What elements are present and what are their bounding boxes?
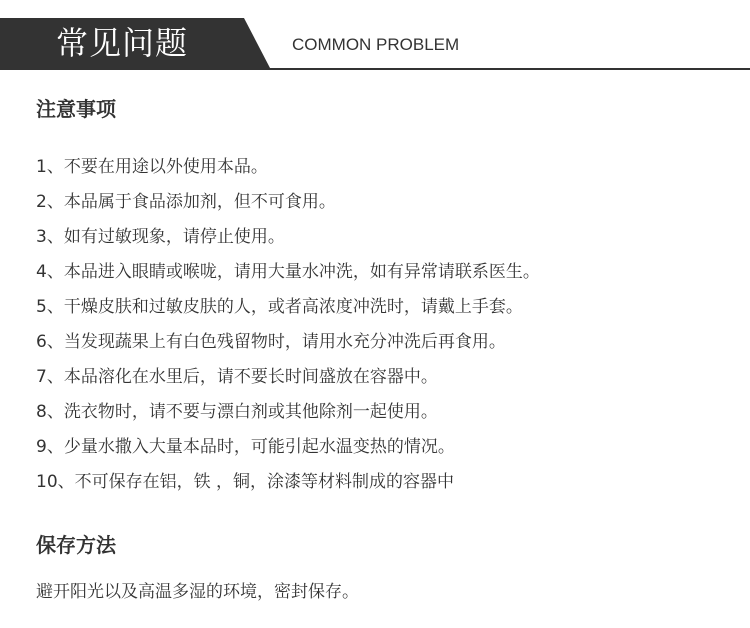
list-item: 6、当发现蔬果上有白色残留物时，请用水充分冲洗后再食用。 [36,332,506,352]
section-header [0,18,750,70]
list-item: 8、洗衣物时，请不要与漂白剂或其他除剂一起使用。 [36,402,438,422]
list-item: 5、干燥皮肤和过敏皮肤的人，或者高浓度冲洗时，请戴上手套。 [36,297,523,317]
list-item: 9、少量水撒入大量本品时，可能引起水温变热的情况。 [36,437,455,457]
notes-heading: 注意事项 [36,97,116,121]
list-item: 4、本品进入眼睛或喉咙，请用大量水冲洗，如有异常请联系医生。 [36,262,540,282]
list-item: 2、本品属于食品添加剂，但不可食用。 [36,192,336,212]
list-item: 3、如有过敏现象，请停止使用。 [36,227,285,247]
notes-list [36,150,540,500]
list-item: 10、不可保存在铝，铁 ，铜，涂漆等材料制成的容器中 [36,472,455,492]
list-item: 7、本品溶化在水里后，请不要长时间盛放在容器中。 [36,367,438,387]
header-divider [0,68,750,70]
page-subtitle: COMMON PROBLEM [292,35,460,54]
storage-text: 避开阳光以及高温多湿的环境，密封保存。 [36,582,359,602]
page-title: 常见问题 [56,24,189,62]
list-item: 1、不要在用途以外使用本品。 [36,157,268,177]
storage-heading: 保存方法 [36,533,116,557]
